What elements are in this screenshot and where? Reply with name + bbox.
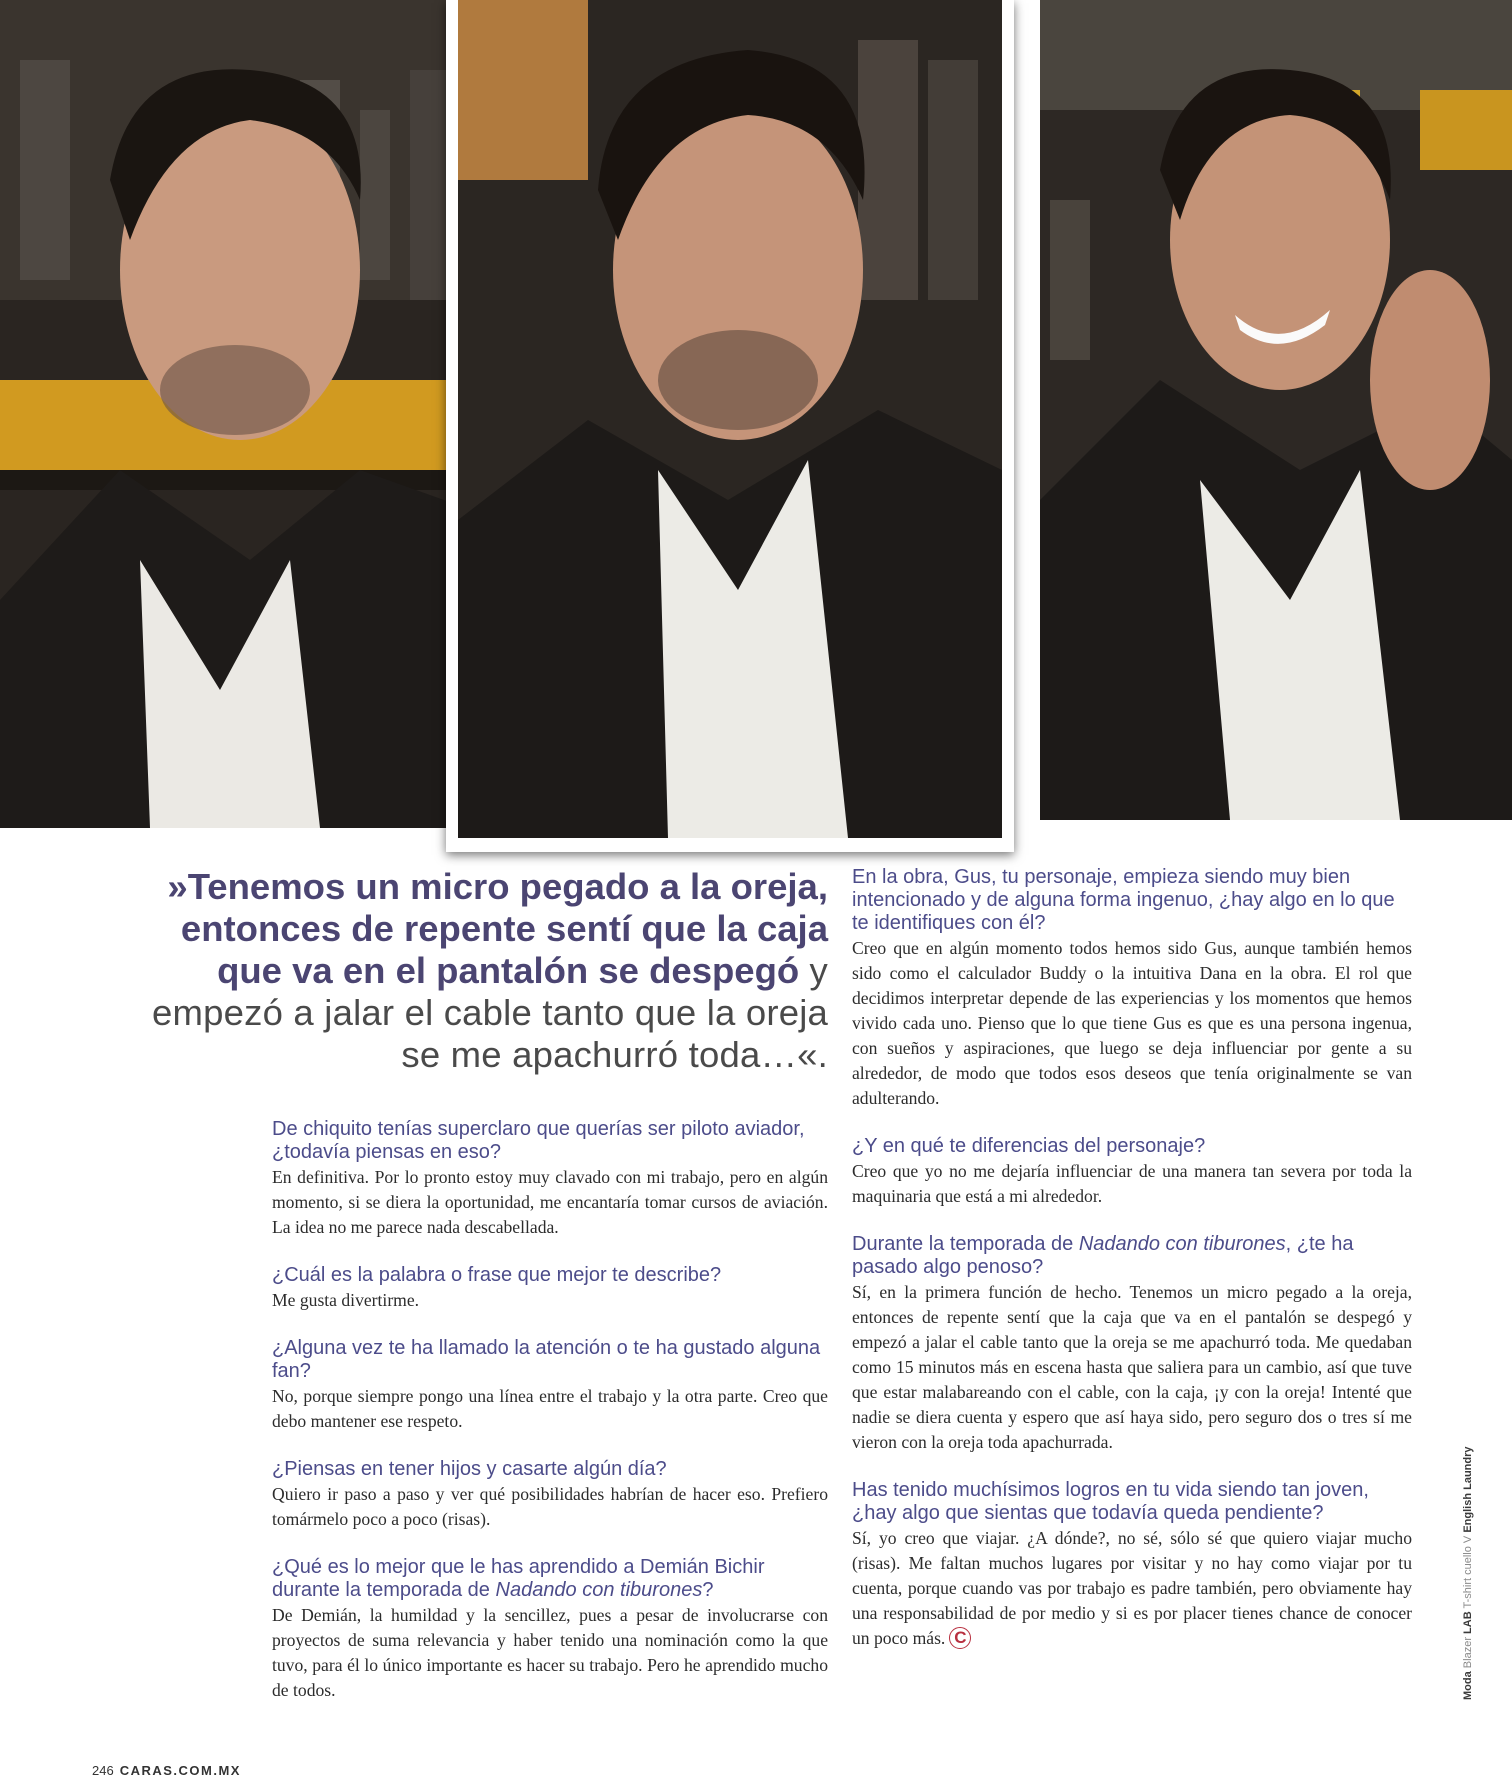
footer-brand: CARAS.COM.MX bbox=[119, 1763, 241, 1778]
question: De chiquito tenías superclaro que querías ser piloto aviador, ¿todavía piensas en eso? bbox=[272, 1118, 805, 1163]
qa-item bbox=[272, 1556, 828, 1703]
photo-strip bbox=[0, 0, 1512, 830]
credit-label: Moda bbox=[1462, 1671, 1474, 1700]
question: ¿Cuál es la palabra o frase que mejor te describe? bbox=[272, 1264, 722, 1286]
question: ¿Alguna vez te ha llamado la atención o te ha gustado alguna fan? bbox=[272, 1337, 821, 1382]
answer: Creo que en algún momento todos hemos sido Gus, aunque también hemos sido como el calculador Buddy o la intuitiva Dana en la obra. El rol que decidimos interpretar depende de las experiencias y los momentos que hemos vivido cada uno. Pienso que lo que tiene Gus es que es una persona ingenua, con sueños y aspiraciones, que luego se deja influenciar por gente a su alrededor, de modo que todos esos deseos que tenía originalmente se van adulterando. bbox=[852, 938, 1412, 1108]
answer: De Demián, la humildad y la sencillez, pues a pesar de involucrarse con proyectos de suma relevancia y haber tenido una nominación como la que tuvo, para él lo único importante es hacer su trabajo. Pero he aprendido mucho de todos. bbox=[272, 1605, 828, 1700]
qa-item bbox=[272, 1118, 828, 1240]
pull-quote-light: y empezó a jalar el cable tanto que la oreja se me apachurró toda…«. bbox=[152, 950, 828, 1075]
qa-item bbox=[852, 1233, 1412, 1455]
question-text: ? bbox=[702, 1579, 714, 1601]
question bbox=[852, 1233, 1412, 1279]
portrait-photo-left bbox=[0, 0, 500, 828]
question-text: , ¿te ha pasado algo penoso? bbox=[852, 1233, 1354, 1278]
answer: Sí, en la primera función de hecho. Tenemos un micro pegado a la oreja, entonces de repente sentí que la caja que va en el pantalón se despegó y empezó a jalar el cable tanto que la oreja se me apachurró toda. Me quedaban como 15 minutos más en escena hasta que saliera para un cambio, así que tuve que estar malabareando con el cable, con la caja, ¡y con la oreja! Intenté que nadie se diera cuenta y espero que así haya sido, pero seguro dos o tres sí me vieron con la oreja toda apachurrada. bbox=[852, 1282, 1412, 1452]
credit-item: Blazer bbox=[1462, 1637, 1474, 1669]
portrait-photo-right bbox=[1040, 0, 1512, 820]
fashion-credit bbox=[1462, 1446, 1474, 1700]
question: Has tenido muchísimos logros en tu vida siendo tan joven, ¿hay algo que sientas que todavía queda pendiente? bbox=[852, 1479, 1369, 1524]
question bbox=[272, 1556, 828, 1602]
qa-item bbox=[272, 1264, 828, 1313]
page-footer bbox=[92, 1763, 241, 1778]
portrait-photo-center bbox=[446, 0, 1014, 852]
interview-column-right bbox=[852, 866, 1412, 1675]
question: ¿Piensas en tener hijos y casarte algún día? bbox=[272, 1458, 667, 1480]
answer-text: Sí, yo creo que viajar. ¿A dónde?, no sé, sólo sé que quiero viajar mucho (risas). Me faltan muchos lugares por visitar y no hay como viajar por tu cuenta, porque cuando vas por trabajo es padre también, pero obviamente hay una responsabilidad de por medio y si es por placer tienes chance de conocer un poco más. bbox=[852, 1528, 1412, 1648]
answer: No, porque siempre pongo una línea entre el trabajo y la otra parte. Creo que debo mantener ese respeto. bbox=[272, 1386, 828, 1431]
qa-item bbox=[852, 866, 1412, 1111]
question: En la obra, Gus, tu personaje, empieza siendo muy bien intencionado y de alguna forma ingenuo, ¿hay algo en lo que te identifiques con él? bbox=[852, 866, 1395, 934]
qa-item bbox=[272, 1337, 828, 1434]
qa-item bbox=[852, 1479, 1412, 1651]
end-mark-icon: C bbox=[949, 1627, 971, 1649]
question-text: Durante la temporada de bbox=[852, 1233, 1079, 1255]
qa-item bbox=[272, 1458, 828, 1532]
page-number: 246 bbox=[92, 1763, 114, 1778]
answer: Me gusta divertirme. bbox=[272, 1290, 420, 1310]
interview-column-left bbox=[272, 1118, 828, 1727]
answer: Creo que yo no me dejaría influenciar de una manera tan severa por toda la maquinaria que está a mi alrededor. bbox=[852, 1161, 1412, 1206]
answer: En definitiva. Por lo pronto estoy muy clavado con mi trabajo, pero en algún momento, si se diera la oportunidad, me encantaría tomar cursos de aviación. La idea no me parece nada descabellada. bbox=[272, 1167, 828, 1237]
credit-item: T-shirt cuello V bbox=[1462, 1535, 1474, 1609]
question-text: ¿Qué es lo mejor que le has aprendido a Demián Bichir durante la temporada de bbox=[272, 1556, 765, 1601]
qa-item bbox=[852, 1135, 1412, 1209]
pull-quote-bold: »Tenemos un micro pegado a la oreja, entonces de repente sentí que la caja que va en el pantalón se despegó bbox=[167, 866, 828, 991]
answer bbox=[852, 1526, 1412, 1651]
play-title: Nadando con tiburones bbox=[1078, 1233, 1286, 1255]
credit-brand: LAB bbox=[1462, 1611, 1474, 1634]
pull-quote bbox=[120, 866, 828, 1076]
play-title: Nadando con tiburones bbox=[495, 1579, 703, 1601]
credit-brand: English Laundry bbox=[1462, 1446, 1474, 1533]
answer: Quiero ir paso a paso y ver qué posibilidades habrían de hacer eso. Prefiero tomármelo poco a poco (risas). bbox=[272, 1484, 828, 1529]
question: ¿Y en qué te diferencias del personaje? bbox=[852, 1135, 1206, 1157]
